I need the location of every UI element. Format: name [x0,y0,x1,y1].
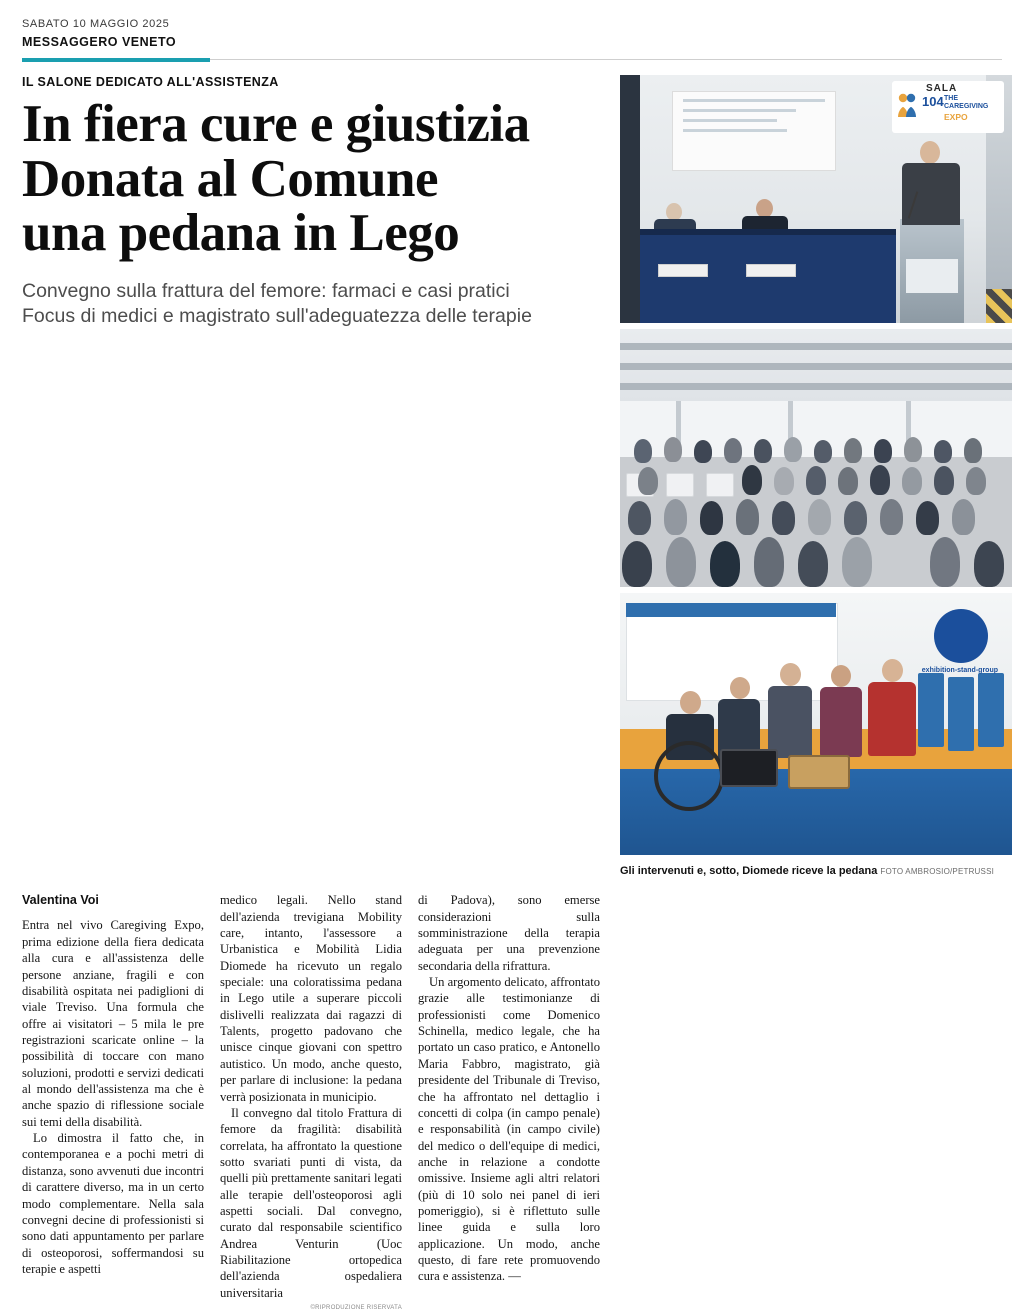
photo2-attendee [886,541,916,587]
masthead-divider [22,59,1002,61]
publication-date: SABATO 10 MAGGIO 2025 [22,18,170,30]
photo2-beam-1 [620,343,1012,350]
photo2-attendee [638,467,658,495]
photo1-podium-panel [906,259,958,293]
photo3-lego-ramp-1 [720,749,778,787]
article-column-2 [220,892,402,1313]
photo2-attendee [880,499,903,535]
photo3-person-1-head [730,677,750,699]
photo2-attendee [964,438,982,463]
photo3-person-2-body [768,686,812,758]
photo-audience [620,329,1012,587]
headline-line-1: In fiera cure e giustizia [22,95,530,153]
photo-conference-panel [620,75,1012,323]
subhead-line-1: Convegno sulla frattura del femore: farmaci e casi pratici [22,279,510,302]
photo2-attendee [902,467,922,495]
photo2-attendee [754,537,784,587]
photo2-attendee [904,437,922,462]
photo2-attendee [930,537,960,587]
paragraph: Un argomento delicato, affrontato grazie alle testimonianze di professionisti come Domenico Schinella, medico legale, che ha portato un caso pratico, e Antonello Maria Fabbro, magistrato, già presidente del Tribunale di Treviso, che ha affrontato nel dettaglio i concetti di colpa (in campo penale) e responsabilità (in campo civile) del medico o dell'equipe di medici, anche in relazione a condotte omissive. Insieme agli altri relatori (più di 10 solo nei panel di ieri pomeriggio), si è riflettuto sulle linee guida e sulla loro applicazione. Un modo, anche questo, di fare rete promuovendo cura e assistenza. — [418,974,600,1284]
article-byline: Valentina Voi [22,893,99,908]
expo-title: THE CAREGIVING [944,95,989,110]
photo2-attendee [798,541,828,587]
photo3-person-4 [866,659,918,787]
page-title [22,97,602,261]
photo1-table [640,235,896,323]
photo2-attendee [952,499,975,535]
photo-caption-credit: FOTO AMBROSIO/PETRUSSI [880,867,995,876]
photo2-attendee [700,501,723,535]
photo2-beam-3 [620,383,1012,390]
photo-exhibition-stand [620,593,1012,855]
photo3-person-4-head [882,659,903,682]
photo2-attendee [742,465,762,495]
article-subhead [22,279,602,330]
photo2-attendee [838,467,858,495]
photo3-person-2-head [780,663,801,686]
photo-column [620,75,1012,878]
photo2-ceiling [620,329,1012,402]
photo2-attendee [634,439,652,463]
photo2-chair [706,473,734,497]
photo2-attendee [710,541,740,587]
photo2-audience-rows [620,433,1012,587]
article-kicker: IL SALONE DEDICATO ALL'ASSISTENZA [22,75,279,89]
photo3-wheelchair-wheel [654,741,724,811]
photo3-lego-ramp-2 [788,755,850,789]
paragraph: medico legali. Nello stand dell'azienda trevigiana Mobility care, intanto, l'assessore a Urbanistica e Mobilità Lidia Diomede ha ricevuto un regalo speciale: una coloratissima pedana in Lego utile a superare piccoli dislivelli realizzata dai ragazzi di Talents, progetto padovano che unisce cinque giovani con spettro autistico. Un modo, anche questo, per parlare di inclusione: la pedana verrà posizionata in municipio. [220,893,402,1104]
photo2-attendee [874,439,892,463]
paragraph: Entra nel vivo Caregiving Expo, prima edizione della fiera dedicata alla cura e all'assistenza delle persone anziane, fragili e con disabilità ospitata nei padiglioni di viale Treviso. Una formula che offre ai visitatori – 5 mila le pre registrazioni scaricate online – la possibilità di toccare con mano soluzioni, prodotti e servizi dedicati al mondo dell'assistenza ma che è anche spazio di riflessione sociale sui temi della disabilità. [22,918,204,1129]
photo2-attendee [628,501,651,535]
photo3-banner [918,673,944,747]
photo1-projection-screen [672,91,836,171]
body-area [22,892,1002,1313]
photo3-person-3-head [831,665,851,687]
photo2-attendee [870,465,890,495]
headline-line-3: una pedana in Lego [22,204,460,263]
photo2-attendee [966,467,986,495]
photo2-attendee [916,501,939,535]
copyright-note: ©RIPRODUZIONE RISERVATA [310,1305,402,1312]
photo-caption [620,861,1012,878]
headline-line-2: Donata al Comune [22,149,439,208]
photo2-attendee [622,541,652,587]
paragraph: di Padova), sono emerse considerazioni sulla somministrazione della terapia adeguata per una prevenzione secondaria della rifrattura. [418,893,600,973]
photo2-attendee [934,466,954,495]
photo2-attendee [814,440,832,463]
photo3-banner [978,673,1004,747]
photo2-attendee [934,440,952,463]
photo1-nameplate-2 [746,264,796,277]
expo-subtitle: EXPO [944,112,968,122]
photo2-attendee [754,439,772,463]
paragraph: Lo dimostra il fatto che, in contemporanea e a pochi metri di distanza, sono avvenuti due incontri di carattere diverso, ma in un certo modo complementare. Nella sala convegni decine di professionisti si sono dati appuntamento per parlare di osteoporosi, soffermandosi su terapie e aspetti [22,1131,204,1276]
photo3-person-3-body [820,687,862,757]
photo3-banner-group [918,673,1004,769]
photo2-attendee [774,467,794,495]
photo2-attendee [736,499,759,535]
masthead [22,18,1002,49]
photo2-attendee [844,438,862,463]
subhead-line-2: Focus di medici e magistrato sull'adeguatezza delle terapie [22,305,532,328]
photo2-attendee [808,499,831,535]
photo1-hazard-stripe [986,289,1012,323]
photo2-attendee [844,501,867,535]
photo2-attendee [772,501,795,535]
newspaper-name: MESSAGGERO VENETO [22,35,177,49]
caregiving-logo-icon [896,91,918,121]
article-column-3 [418,892,600,1313]
photo1-speaker-head [920,141,940,164]
head-zone [22,75,1002,878]
photo3-banner [948,677,974,751]
photo2-attendee [664,437,682,462]
article-column-1 [22,892,204,1313]
headline-column [22,75,602,878]
photo2-attendee [724,438,742,463]
photo3-wheelchair-user-head [680,691,701,714]
photo3-person-4-body [868,682,916,756]
photo-caption-text: Gli intervenuti e, sotto, Diomede riceve la pedana [620,865,878,877]
sala-logo [892,81,1004,133]
accent-bar [22,58,210,62]
photo3-booth-header [626,603,836,617]
photo1-speaker-body [902,163,960,225]
photo2-attendee [664,499,687,535]
photo1-nameplate-1 [658,264,708,277]
photo2-attendee [806,466,826,495]
photo2-attendee [974,541,1004,587]
photo1-left-band [620,75,640,323]
photo2-attendee [666,537,696,587]
photo3-booth-logo [934,609,988,663]
sala-number: 104 [922,94,944,109]
photo2-beam-2 [620,363,1012,370]
paragraph: Il convegno dal titolo Frattura di femore da fragilità: disabilità correlata, ha affrontato la questione sotto svariati punti di vista, da quelli più prettamente sanitari legati alle terapie dell'osteoporosi agli aspetti sociali. Dal convegno, curato dal responsabile scientifico Andrea Venturin (Uoc Riabilitazione ortopedica dell'azienda ospedaliera universitaria [220,1105,402,1300]
photo3-booth-brand: exhibition-stand-group [921,667,998,674]
article-body [22,892,602,1313]
photo2-attendee [694,440,712,463]
sala-label: SALA [926,83,958,94]
photo2-attendee [842,537,872,587]
photo2-attendee [784,437,802,462]
photo2-chair [666,473,694,497]
